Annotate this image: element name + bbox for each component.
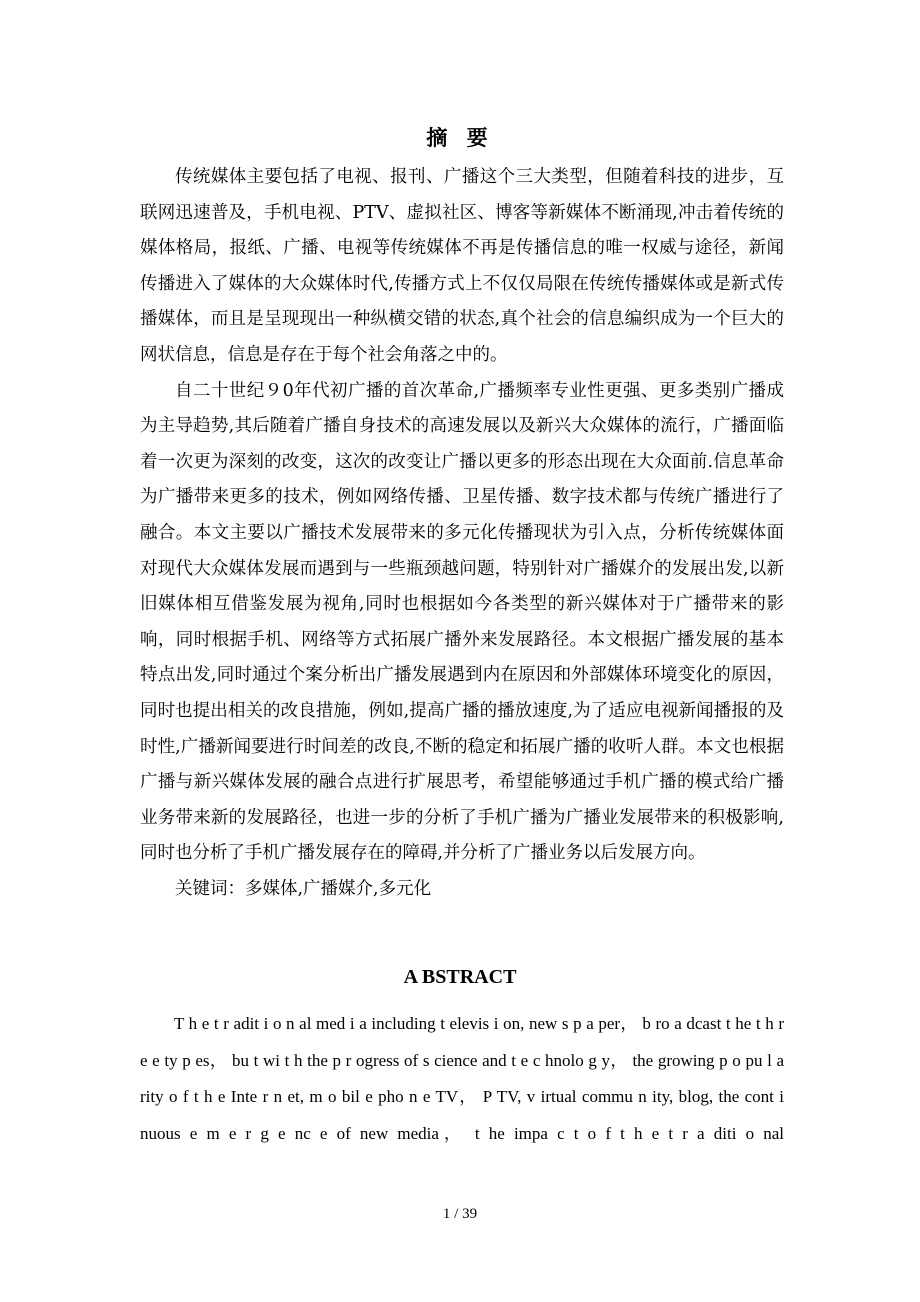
page-number: 1 / 39 bbox=[442, 1206, 478, 1222]
english-abstract-body bbox=[140, 1006, 784, 1152]
abstract-title-english: A BSTRACT bbox=[403, 966, 517, 988]
keywords-line: 关键词：多媒体,广播媒介,多元化 bbox=[175, 878, 432, 899]
english-abstract-paragraph: T h e t r adit i o n al med i a including t elevis i on, new s p a per， b ro a dcast t he t h r e e ty p es， bu t wi t h the p r ogress of s cience and t e c hnolo g y， the growing p o pu l a rity o f t h e Inte r n et, m o bil e pho n e TV， P TV, v irtual commu n ity, blog, the cont i nuous e m e r g e nc e of new media， t he impa c t o f t h e t r a diti o nal bbox=[140, 1014, 784, 1143]
abstract-title-chinese: 摘 要 bbox=[426, 126, 494, 150]
abstract-paragraph-1: 传统媒体主要包括了电视、报刊、广播这个三大类型，但随着科技的进步，互联网迅速普及，手机电视、PTV、虚拟社区、博客等新媒体不断涌现,冲击着传统的媒体格局，报纸、广播、电视等传统媒体不再是传播信息的唯一权威与途径，新闻传播进入了媒体的大众媒体时代,传播方式上不仅仅局限在传统传播媒体或是新式传播媒体，而且是呈现现出一种纵横交错的状态,真个社会的信息编织成为一个巨大的网状信息，信息是存在于每个社会角落之中的。 bbox=[140, 167, 784, 365]
chinese-abstract-body bbox=[140, 160, 784, 907]
abstract-paragraph-2: 自二十世纪９0年代初广播的首次革命,广播频率专业性更强、更多类别广播成为主导趋势,其后随着广播自身技术的高速发展以及新兴大众媒体的流行，广播面临着一次更为深刻的改变，这次的改变让广播以更多的形态出现在大众面前.信息革命为广播带来更多的技术，例如网络传播、卫星传播、数字技术都与传统广播进行了融合。本文主要以广播技术发展带来的多元化传播现状为引入点，分析传统媒体面对现代大众媒体发展而遇到与一些瓶颈越问题，特别针对广播媒介的发展出发,以新旧媒体相互借鉴发展为视角,同时也根据如今各类型的新兴媒体对于广播带来的影响，同时根据手机、网络等方式拓展广播外来发展路径。本文根据广播发展的基本特点出发,同时通过个案分析出广播发展遇到内在原因和外部媒体环境变化的原因，同时也提出相关的改良措施，例如,提高广播的播放速度,为了适应电视新闻播报的及时性,广播新闻要进行时间差的改良,不断的稳定和拓展广播的收听人群。本文也根据广播与新兴媒体发展的融合点进行扩展思考，希望能够通过手机广播的模式给广播业务带来新的发展路径，也进一步的分析了手机广播为广播业发展带来的积极影响,同时也分析了手机广播发展存在的障碍,并分析了广播业务以后发展方向。 bbox=[140, 380, 784, 864]
